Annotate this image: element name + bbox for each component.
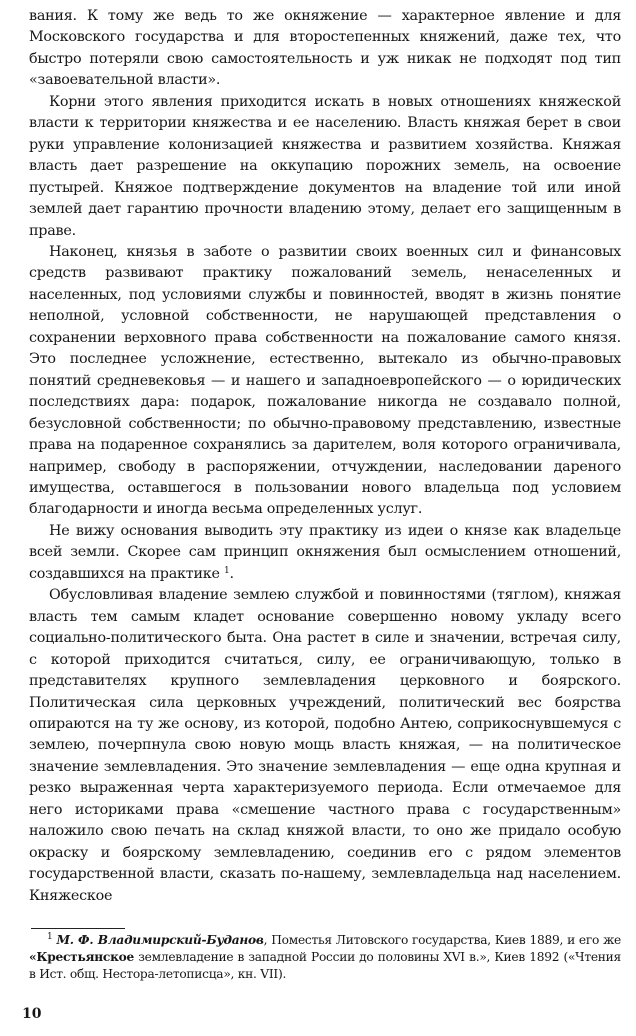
paragraph-3: Наконец, князья в заботе о развитии своих военных сил и финансовых средств развивают практику пожалований земель, ненаселенных и населенных, под условиями службы и повинностей, вводят в жизнь понятие неполной, условной собственности, не нарушающей представления о сохранении верховного права собственности на пожалование самого князя. Это последнее усложнение, естественно, вытекало из обычно-правовых понятий средневековья — и нашего и западноевропейского — о юридических последствиях дара: подарок, пожалование никогда не создавало полной, безусловной собственности; по обычно-правовому представлению, известные права на подаренное сохранялись за дарителем, воля которого ограничивала, например, свободу в распоряжении, отчуждении, наследовании дареного имущества, оставшегося в пользовании нового владельца под условием благодарности и иногда весьма определенных услуг. [29,243,621,518]
footnote-text-1: , Поместья Литовского государства, Киев 1889, и его же [263,933,621,947]
main-text [29,6,621,907]
paragraph-2: Корни этого явления приходится искать в новых отношениях княжеской власти к территории княжества и ее населению. Власть княжая берет в свои руки управление колонизацией княжества и развитием хозяйства. Княжая власть дает разрешение на оккупацию порожних земель, на освоение пустырей. Княжое подтверждение документов на владение той или иной землей дает гарантию прочности владению этому, делает его защищенным в праве. [29,93,621,239]
paragraph-1: вания. К тому же ведь то же окняжение — характерное явление и для Московского государства и для второстепенных княжений, даже тех, что быстро потеряли свою самостоятельность и уж никак не подходят под тип «завоевательной власти». [29,8,621,89]
paragraph-4: Не вижу основания выводить эту практику из идеи о князе как владельце всей земли. Скорее сам принцип окняжения был осмыслением отношений, создавшихся на практике $^1$. [29,522,621,582]
footnote [29,932,621,983]
paragraph-4-text: Не вижу основания выводить эту практику из идеи о князе как владельце всей земли. Скорее сам принцип окняжения был осмыслением отношений, создавшихся на практике [29,522,621,582]
footnote-author: М. Ф. Владимирский-Буданов [56,933,264,947]
footnote-text-2: землевладение в западной России до половины XVI в.», Киев 1892 («Чтения в Ист. общ. Нестора-летописца», кн. VII). [29,950,621,981]
footnote-divider [31,928,125,929]
paragraph-5: Обусловливая владение землею службой и повинностями (тяглом), княжая власть тем самым кладет основание совершенно новому укладу всего социально-политического быта. Она растет в силе и значении, встречая силу, с которой приходится считаться, силу, ее ограничивающую, только в представителях крупного землевладения церковного и боярского. Политическая сила церковных учреждений, политический вес боярства опираются на ту же основу, из которой, подобно Антею, соприкоснувшемуся с землею, почерпнула свою новую мощь власть княжая, — на политическое значение землевладения. Это значение землевладения — еще одна крупная и резко выраженная черта характеризуемого периода. Если отмечаемое для него историками права «смешение частного права с государственным» наложило свою печать на склад княжой власти, то оно же придало особую окраску и боярскому землевладению, соединив его с рядом элементов государственной власти, сказать по-нашему, землевладельца над населением. Княжеское [29,587,621,904]
footnote-reference: 1 [224,565,230,576]
page-number: 10 [22,1006,42,1022]
footnote-marker: 1 [47,932,53,942]
footnote-bold-title: «Крестьянское [29,950,135,964]
